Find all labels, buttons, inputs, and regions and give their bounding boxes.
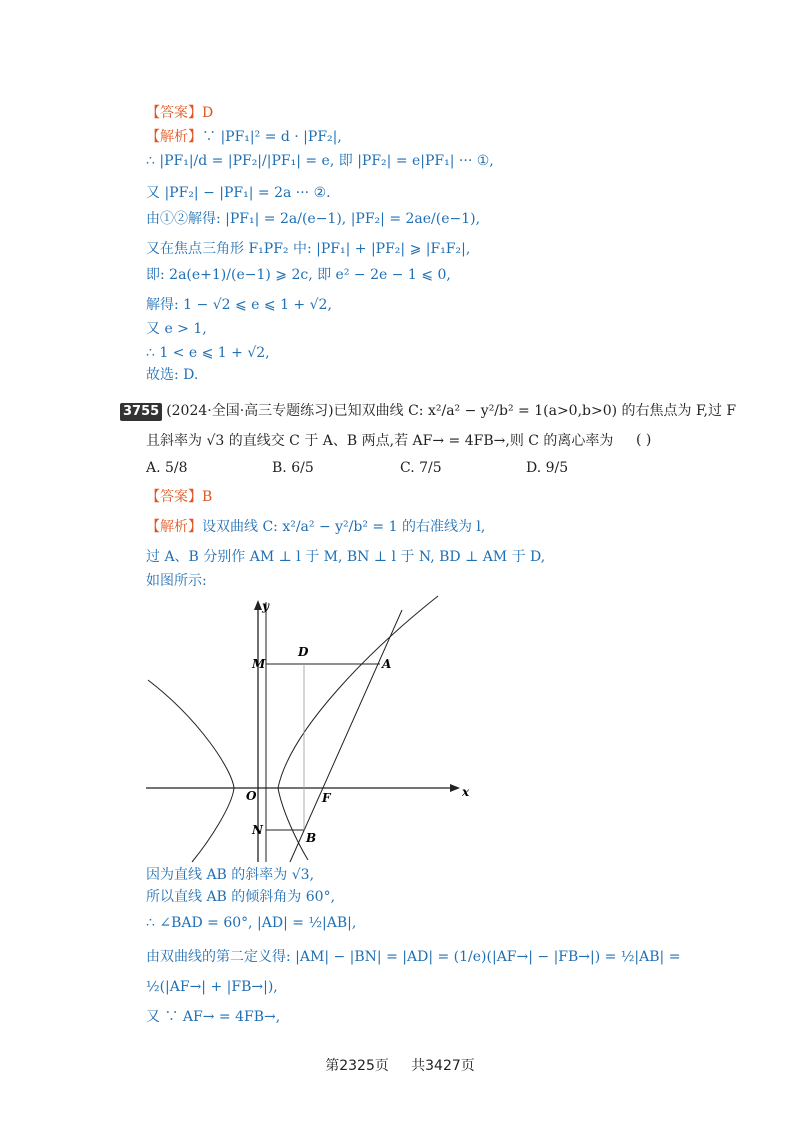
y-axis-arrow [254,600,262,610]
sol-analysis-line-1: 【解析】设双曲线 C: x²/a² − y²/b² = 1 的右准线为 l, [146,519,486,535]
x-axis-arrow [450,784,460,792]
prev-analysis-line-6: 即: 2a(e+1)/(e−1) ⩾ 2c, 即 e² − 2e − 1 ⩽ 0, [146,267,451,283]
label-n: N [252,823,263,837]
label-x: x [462,785,470,799]
prev-analysis-line-7: 解得: 1 − √2 ⩽ e ⩽ 1 + √2, [146,297,332,313]
sol-analysis-line-7: 由双曲线的第二定义得: |AM| − |BN| = |AD| = (1/e)(|AF→| − |FB→|) = ½|AB| = [146,949,681,965]
prev-analysis-line-4: 由①②解得: |PF₁| = 2a/(e−1), |PF₂| = 2ae/(e−1), [146,211,481,227]
prev-analysis-line-1: 【解析】∵ |PF₁|² = d · |PF₂|, [146,129,342,145]
analysis-tag: 【解析】 [146,519,202,535]
question-number-badge: 3755 [120,403,162,421]
answer-value: B [202,489,213,505]
sol-answer-line [146,488,212,506]
page-total: 共3427页 [411,1058,475,1074]
label-m: M [252,657,266,671]
analysis-tag: 【解析】 [146,129,202,145]
question-line-1: 3755 (2024·全国·高三专题练习)已知双曲线 C: x²/a² − y²/b² = 1(a>0,b>0) 的右焦点为 F,过 F [120,402,736,421]
sol-analysis-line-2: 过 A、B 分别作 AM ⊥ l 于 M, BN ⊥ l 于 N, BD ⊥ AM 于 D, [146,549,546,565]
prev-analysis-line-9: ∴ 1 < e ⩽ 1 + √2, [146,345,270,361]
prev-analysis-line-8: 又 e > 1, [146,321,207,337]
prev-analysis-line-2: ∴ |PF₁|/d = |PF₂|/|PF₁| = e, 即 |PF₂| = e|PF₁| ··· ①, [146,153,494,169]
question-line-2: 且斜率为 √3 的直线交 C 于 A、B 两点,若 AF→ = 4FB→,则 C 的离心率为 [146,433,614,449]
page-number: 第2325页 [325,1058,389,1074]
answer-tag: 【答案】 [146,489,202,505]
choice-c: C. 7/5 [400,460,442,476]
label-a: A [382,657,392,671]
answer-bracket: ( ) [636,432,652,448]
label-y: y [262,599,269,613]
prev-analysis-line-5: 又在焦点三角形 F₁PF₂ 中: |PF₁| + |PF₂| ⩾ |F₁F₂|, [146,241,471,257]
hyperbola-left-branch [148,680,234,862]
sol-analysis-line-3: 如图所示: [146,573,207,589]
prev-analysis-line-3: 又 |PF₂| − |PF₁| = 2a ··· ②. [146,185,331,201]
answer-tag: 【答案】 [146,105,202,121]
sol-analysis-line-5: 所以直线 AB 的倾斜角为 60°, [146,889,336,905]
sol-analysis-line-9: 又 ∵ AF→ = 4FB→, [146,1009,281,1025]
label-o: O [246,789,257,803]
hyperbola-figure [140,590,480,865]
label-f: F [322,791,331,805]
sol-analysis-line-6: ∴ ∠BAD = 60°, |AD| = ½|AB|, [146,915,357,931]
choice-a: A. 5/8 [146,460,188,476]
sol-analysis-line-4: 因为直线 AB 的斜率为 √3, [146,867,315,883]
choice-d: D. 9/5 [526,460,569,476]
page-footer [0,1055,800,1075]
prev-analysis-line-10: 故选: D. [146,367,199,383]
choice-b: B. 6/5 [272,460,314,476]
prev-answer-line [146,104,213,122]
sol-analysis-line-8: ½(|AF→| + |FB→|), [146,979,278,995]
label-b: B [306,831,317,845]
hyperbola-right-branch [278,596,438,860]
answer-value: D [202,105,214,121]
label-d: D [298,645,309,659]
